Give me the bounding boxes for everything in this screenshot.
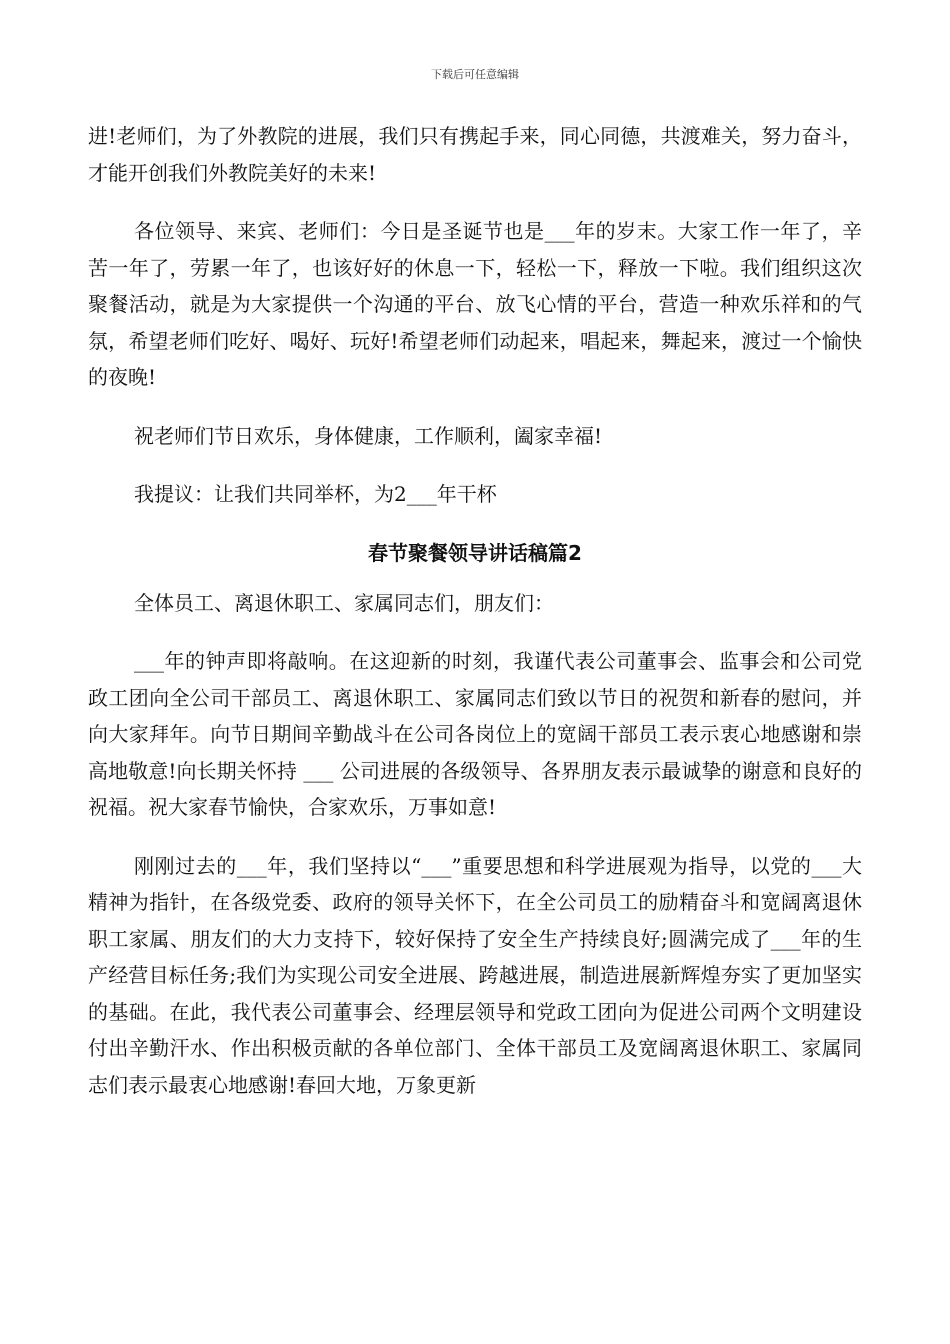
paragraph-wishes: 祝老师们节日欢乐，身体健康，工作顺利，阖家幸福! — [134, 423, 603, 448]
section-title: 春节聚餐领导讲话稿篇2 — [368, 540, 582, 565]
paragraph-new-year: ___年的钟声即将敲响。在这迎新的时刻，我谨代表公司董事会、监事会和公司党政工团向全公司干部员工、离退休职工、家属同志们致以节日的祝贺和新春的慰问，并向大家拜年。向节日期间辛勤战斗在公司各岗位上的宽阔干部员工表示衷心地感谢和崇高地敬意!向长期关怀持 ___ 公司进展的各级领导、各界朋友表示最诚挚的谢意和良好的祝福。祝大家春节愉快，合家欢乐，万事如意! — [88, 649, 862, 819]
document-body — [88, 118, 862, 1125]
paragraph-toast: 我提议：让我们共同举杯，为2___年干杯 — [134, 482, 497, 506]
page-header: 下载后可任意编辑 — [431, 68, 519, 81]
paragraph-continuation: 进!老师们，为了外教院的进展，我们只有携起手来，同心同德，共渡难关，努力奋斗，才能开创我们外教院美好的未来! — [88, 124, 862, 185]
paragraph-review: 刚刚过去的___年，我们坚持以“___”重要思想和科学进展观为指导，以党的___大精神为指针，在各级党委、政府的领导关怀下，在全公司员工的励精奋斗和宽阔离退休职工家属、朋友们的大力支持下，较好保持了安全生产持续良好;圆满完成了___年的生产经营目标任务;我们为实现公司安全进展、跨越进展，制造进展新辉煌夯实了更加坚实的基础。在此，我代表公司董事会、经理层领导和党政工团向为促进公司两个文明建设付出辛勤汗水、作出积极贡献的各单位部门、全体干部员工及宽阔离退休职工、家属同志们表示最衷心地感谢!春回大地，万象更新 — [88, 853, 862, 1097]
paragraph-salutation: 全体员工、离退休职工、家属同志们，朋友们： — [134, 590, 554, 615]
paragraph-greeting: 各位领导、来宾、老师们：今日是圣诞节也是___年的岁末。大家工作一年了，辛苦一年了，劳累一年了，也该好好的休息一下，轻松一下，释放一下啦。我们组织这次聚餐活动，就是为大家提供一个沟通的平台、放飞心情的平台，营造一种欢乐祥和的气氛，希望老师们吃好、喝好、玩好!希望老师们动起来，唱起来，舞起来，渡过一个愉快的夜晚! — [88, 219, 862, 389]
